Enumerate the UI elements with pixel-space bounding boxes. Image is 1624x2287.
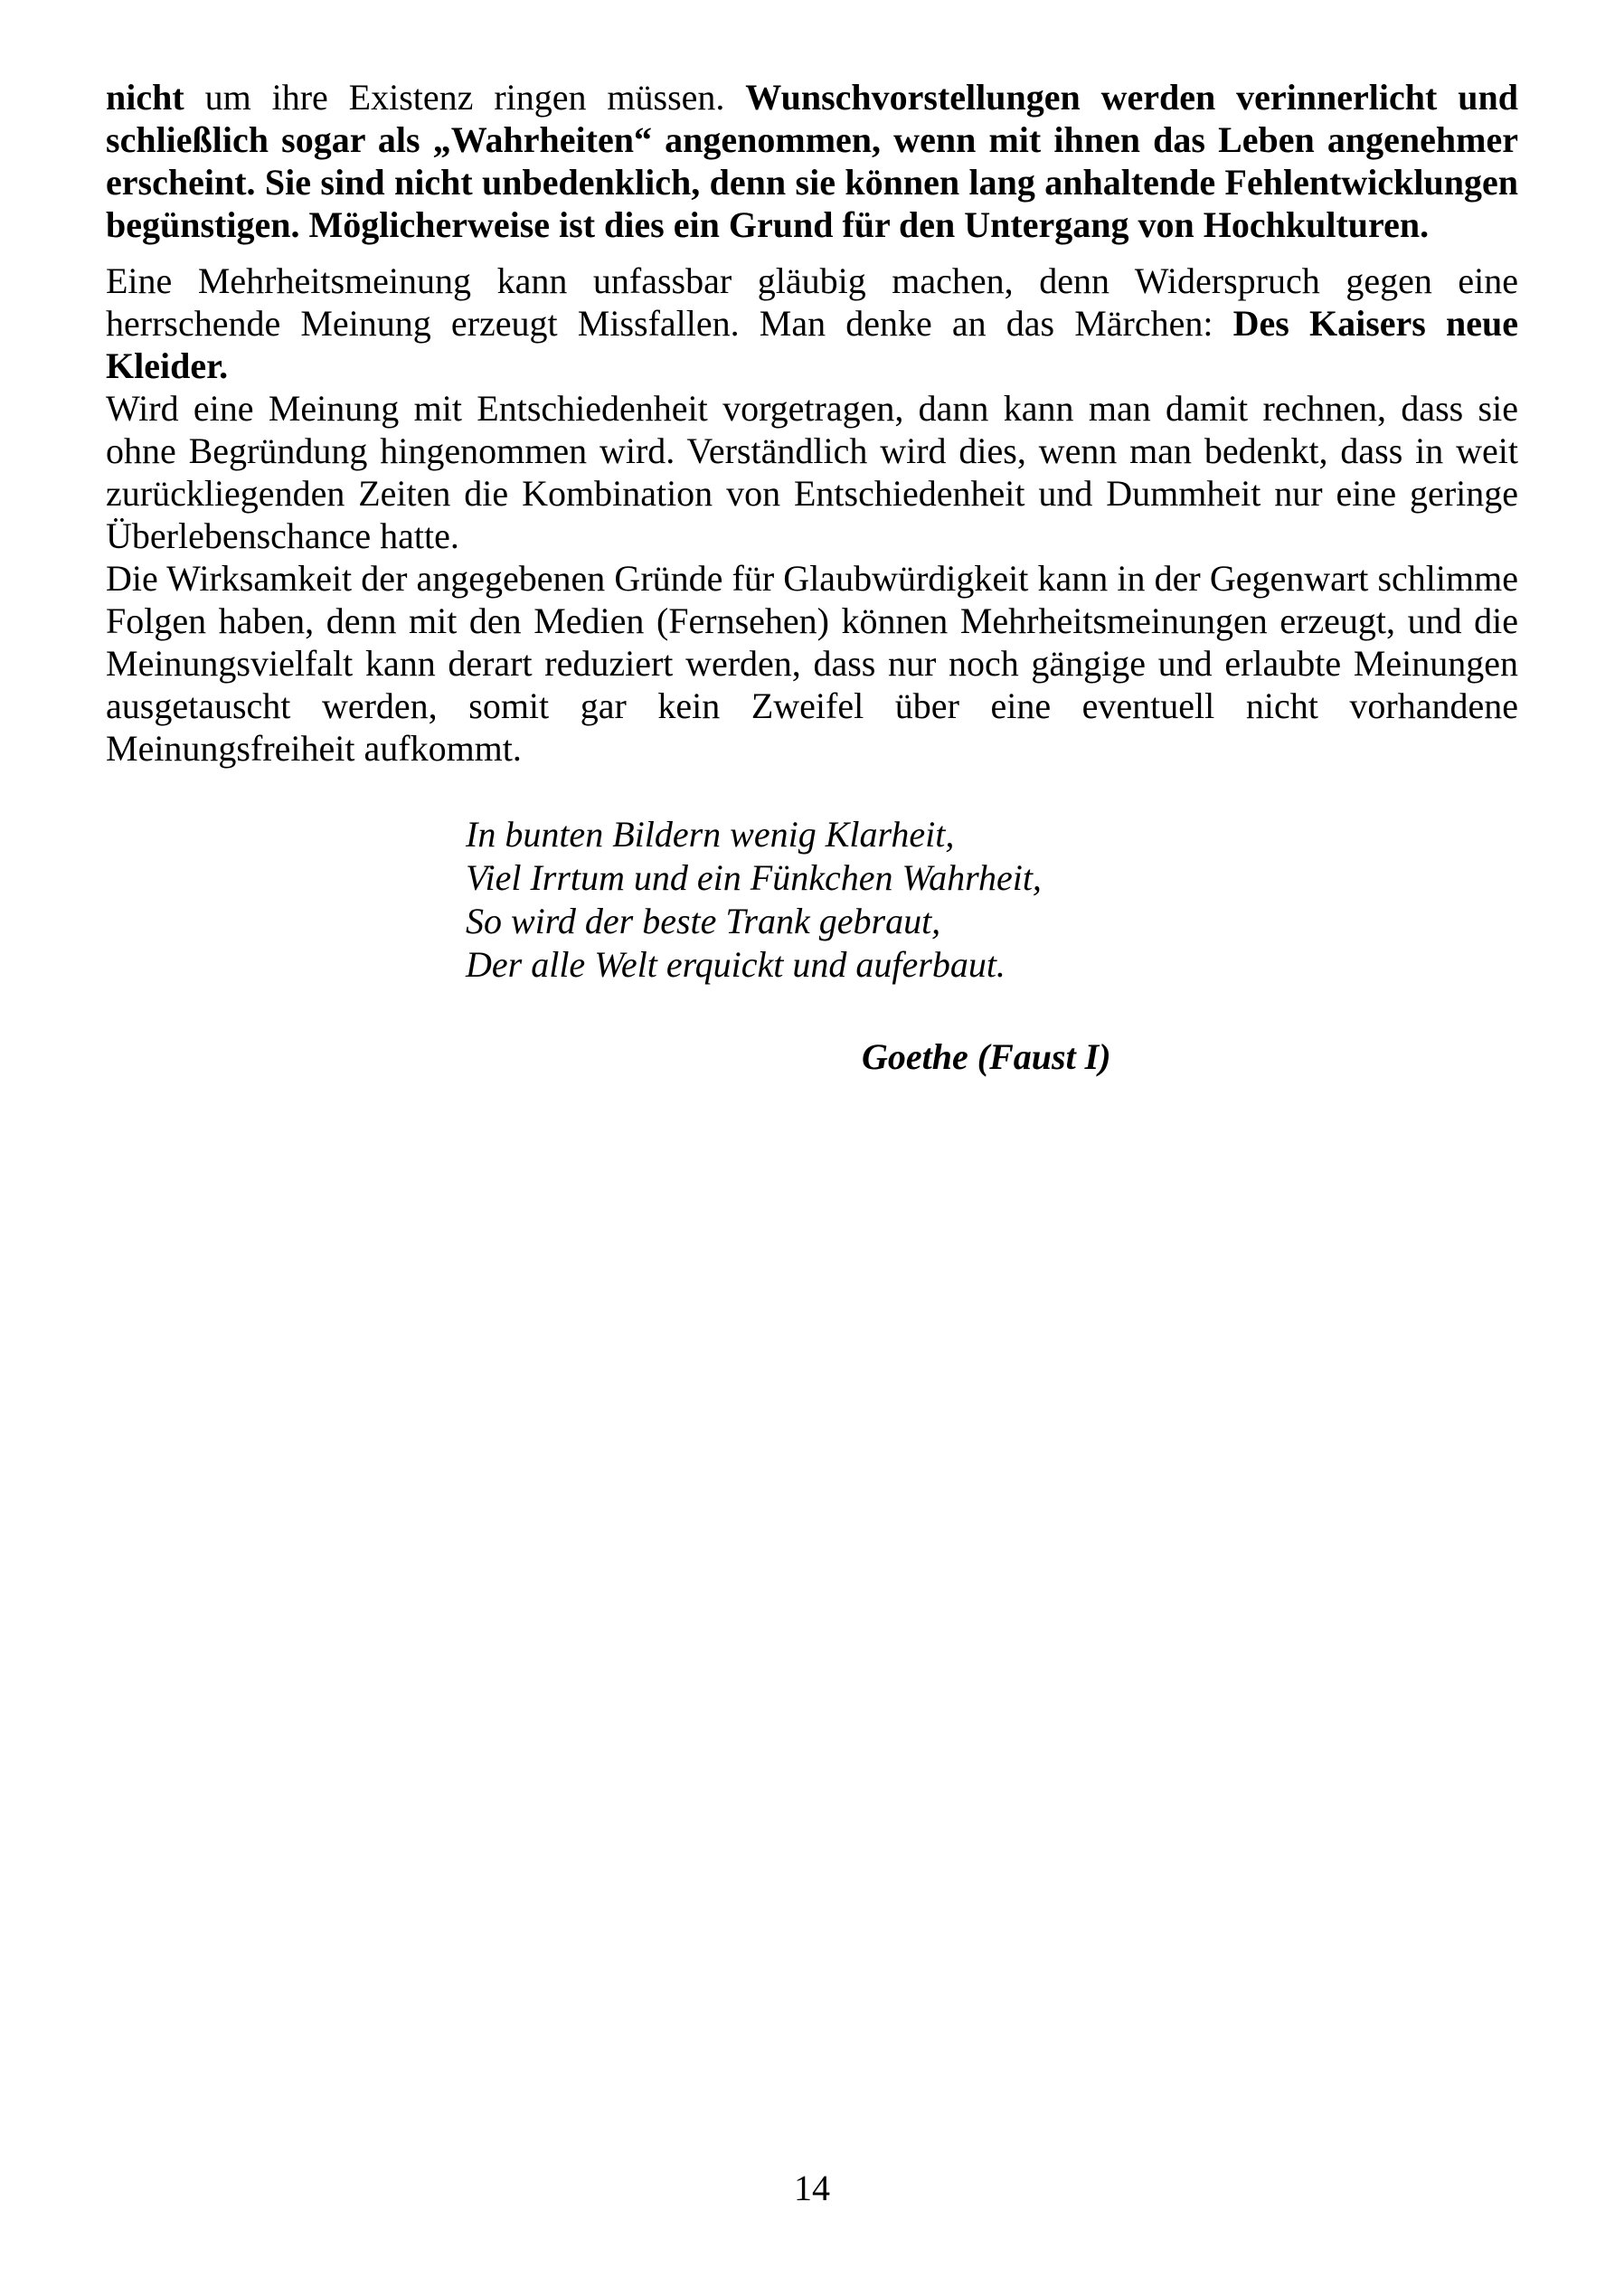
text-run: Des Kaisers neue Kleider. <box>106 303 1518 386</box>
text-run: nicht <box>106 77 184 118</box>
text-run: Eine Mehrheitsmeinung kann unfassbar gläubig machen, denn Widerspruch gegen eine herrschende Meinung erzeugt Missfallen. Man denke an das Märchen: <box>106 260 1518 344</box>
body-paragraph <box>106 76 1518 246</box>
body-paragraph <box>106 260 1518 387</box>
poem-line: So wird der beste Trank gebraut, <box>466 901 941 941</box>
text-run: um ihre Existenz ringen müssen. <box>184 77 746 118</box>
body-paragraph <box>106 557 1518 770</box>
body-paragraphs <box>106 76 1518 770</box>
page-content <box>106 76 1518 1078</box>
page-number: 14 <box>794 2168 830 2208</box>
poem-line: Der alle Welt erquickt und auferbaut. <box>466 944 1006 985</box>
text-run: Wird eine Meinung mit Entschiedenheit vorgetragen, dann kann man damit rechnen, dass sie ohne Begründung hingenommen wird. Verständlich wird dies, wenn man bedenkt, dass in weit zurückliegenden Zeiten die Kombination von Entschiedenheit und Dummheit nur eine geringe Überlebenschance hatte. <box>106 388 1518 556</box>
poem-line: Viel Irrtum und ein Fünkchen Wahrheit, <box>466 857 1042 898</box>
poem <box>466 813 1518 987</box>
poem-line: In bunten Bildern wenig Klarheit, <box>466 814 955 855</box>
body-paragraph <box>106 387 1518 557</box>
poem-attribution: Goethe (Faust I) <box>862 1036 1111 1077</box>
text-run: Wunschvorstellungen werden verinnerlicht und schließlich sogar als „Wahrheiten“ angenommen, wenn mit ihnen das Leben angenehmer erscheint. Sie sind nicht unbedenklich, denn sie können lang anhaltende Fehlentwicklungen begünstigen. Möglicherweise ist dies ein Grund für den Untergang von Hochkulturen. <box>106 77 1518 245</box>
text-run: Die Wirksamkeit der angegebenen Gründe für Glaubwürdigkeit kann in der Gegenwart schlimme Folgen haben, denn mit den Medien (Fernsehen) können Mehrheitsmeinungen erzeugt, und die Meinungsvielfalt kann derart reduziert werden, dass nur noch gängige und erlaubte Meinungen ausgetauscht werden, somit gar kein Zweifel über eine eventuell nicht vorhandene Meinungsfreiheit aufkommt. <box>106 558 1518 769</box>
